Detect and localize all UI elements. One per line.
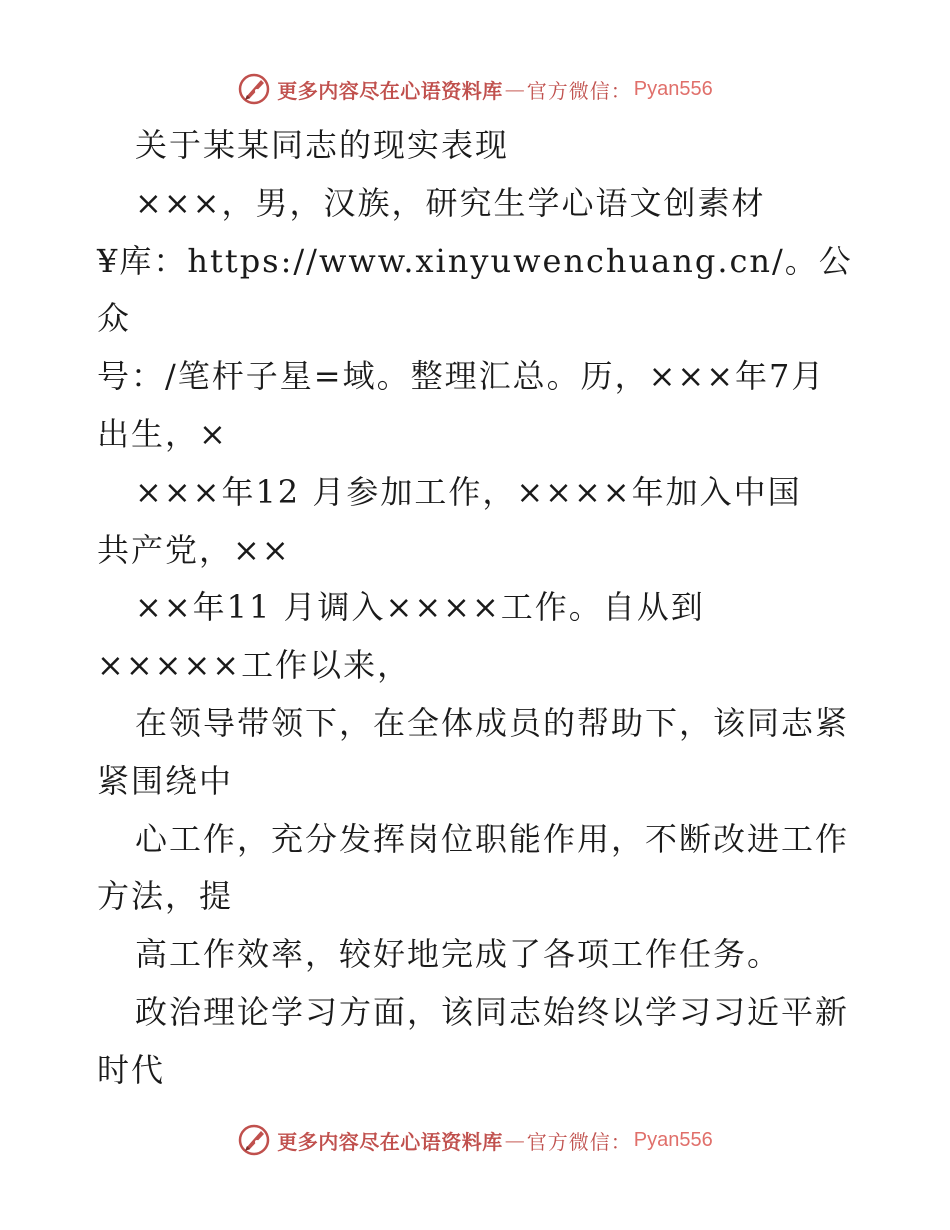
footer-watermark-banner [0,1123,950,1157]
banner-wechat-label: 官方微信： [526,1129,632,1154]
quill-pen-logo-icon [237,72,271,106]
document-line: 方法，提 [97,877,234,916]
document-line: ×××，男，汉族，研究生学心语文创素材 [135,183,766,222]
quill-pen-logo-icon [237,1123,271,1157]
document-line: 政治理论学习方面，该同志始终以学习习近平新 [135,992,850,1031]
document-line: ××年11 月调入××××工作。自从到 [135,588,705,627]
banner-separator: — [504,1128,525,1152]
header-watermark-banner [0,72,950,106]
document-line: ×××年12 月参加工作，××××年加入中国 [135,472,802,511]
document-line: 在领导带领下，在全体成员的帮助下，该同志紧 [135,703,850,742]
document-title-line: 关于某某同志的现实表现 [135,126,510,164]
banner-separator: — [504,77,525,101]
document-line: 心工作，充分发挥岗位职能作用，不断改进工作 [135,819,850,858]
banner-wechat-id: Pyan556 [633,1128,713,1151]
document-line: 出生，× [97,414,228,453]
document-line: 号：/笔杆子星=域。整理汇总。历，×××年7月 [97,357,826,396]
document-line: ¥库：https://www.xinyuwenchuang.cn/。公众 [97,241,853,338]
document-body [97,117,857,1100]
banner-wechat-label: 官方微信： [526,78,632,103]
document-line: 共产党，×× [97,530,291,569]
document-line: 高工作效率，较好地完成了各项工作任务。 [135,935,782,974]
banner-wechat-id: Pyan556 [633,77,713,100]
document-line: 时代 [97,1050,166,1089]
document-line: ×××××工作以来， [97,646,412,685]
document-line: 紧围绕中 [97,761,234,800]
banner-brand-text: 更多内容尽在心语资料库 [277,1129,503,1154]
banner-brand-text: 更多内容尽在心语资料库 [277,78,503,103]
